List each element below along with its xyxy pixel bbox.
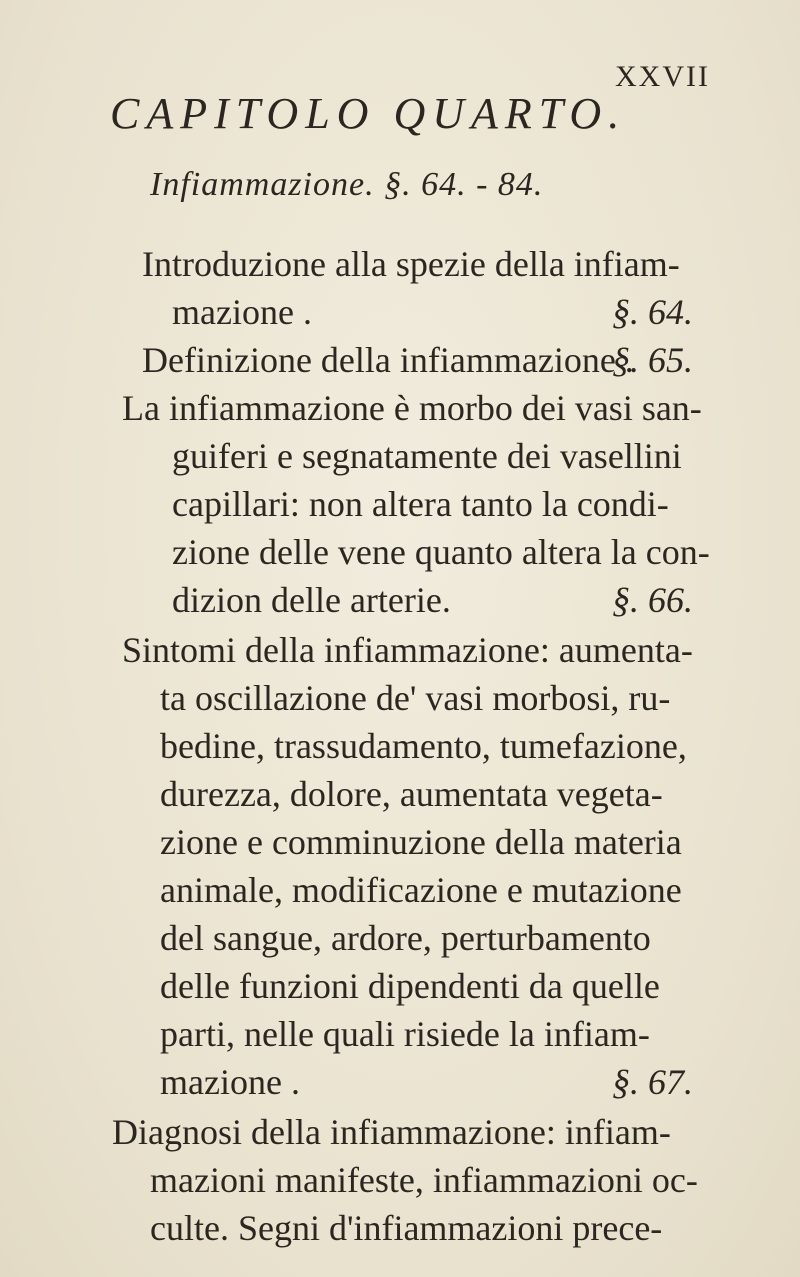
toc-line: mazione . bbox=[160, 1062, 300, 1102]
toc-line: animale, modificazione e mutazione bbox=[160, 870, 682, 910]
toc-line: durezza, dolore, aumentata vegeta- bbox=[160, 774, 663, 814]
toc-line: del sangue, ardore, perturbamento bbox=[160, 918, 651, 958]
chapter-title: CAPITOLO QUARTO. bbox=[110, 89, 627, 138]
toc-line: guiferi e segnatamente dei vasellini bbox=[172, 436, 682, 476]
section-ref: §. 67. bbox=[612, 1062, 693, 1102]
toc-line: mazione . bbox=[172, 292, 312, 332]
section-ref: §. 64. bbox=[612, 292, 693, 332]
toc-line: La infiammazione è morbo dei vasi san- bbox=[122, 388, 702, 428]
toc-line: parti, nelle quali risiede la infiam- bbox=[160, 1014, 650, 1054]
toc-line: ta oscillazione de' vasi morbosi, ru- bbox=[160, 678, 671, 718]
toc-line: Introduzione alla spezie della infiam- bbox=[142, 244, 680, 284]
toc-line: Sintomi della infiammazione: aumenta- bbox=[122, 630, 693, 670]
toc-line: delle funzioni dipendenti da quelle bbox=[160, 966, 660, 1006]
toc-line: zione e comminuzione della materia bbox=[160, 822, 682, 862]
toc-line: Diagnosi della infiammazione: infiam- bbox=[112, 1112, 671, 1152]
toc-line: culte. Segni d'infiammazioni prece- bbox=[150, 1208, 663, 1248]
toc-line: Definizione della infiammazione . bbox=[142, 340, 634, 380]
toc-line: zione delle vene quanto altera la con- bbox=[172, 532, 710, 572]
page-number: XXVII bbox=[615, 60, 710, 93]
section-ref: §. 65. bbox=[612, 340, 693, 380]
toc-line: bedine, trassudamento, tumefazione, bbox=[160, 726, 687, 766]
section-heading: Infiammazione. §. 64. - 84. bbox=[150, 166, 544, 203]
section-ref: §. 66. bbox=[612, 580, 693, 620]
toc-line: capillari: non altera tanto la condi- bbox=[172, 484, 669, 524]
toc-line: dizion delle arterie. bbox=[172, 580, 451, 620]
toc-line: mazioni manifeste, infiammazioni oc- bbox=[150, 1160, 698, 1200]
